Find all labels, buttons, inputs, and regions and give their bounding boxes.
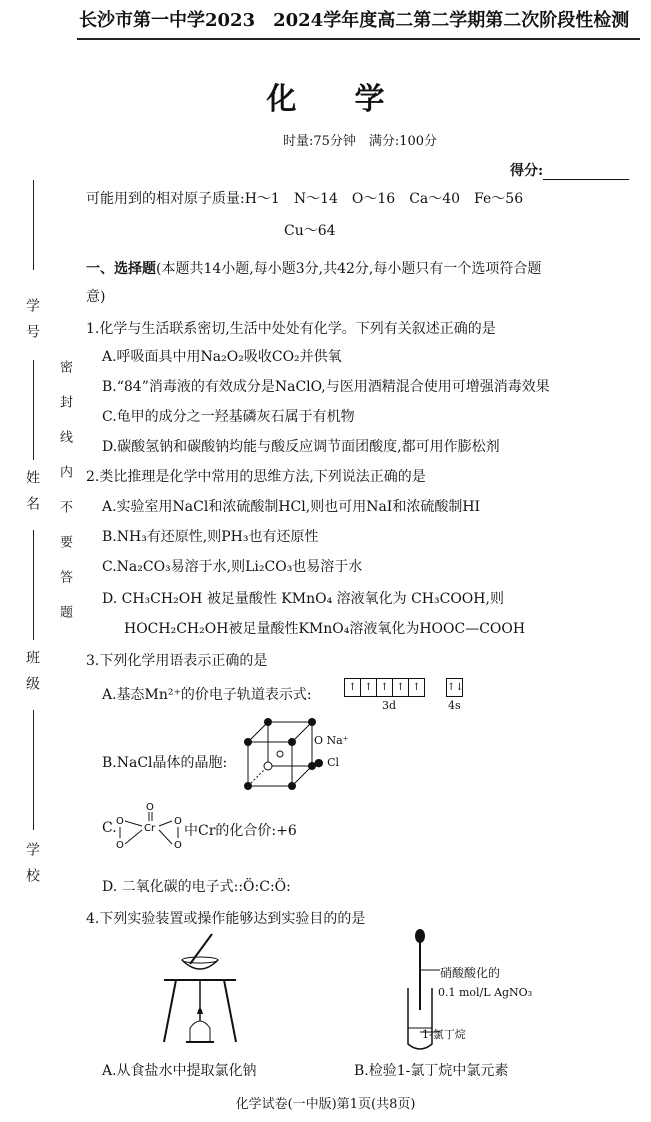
reagent-label-line3: 1-氯丁烷 xyxy=(422,1028,466,1041)
section-heading xyxy=(86,258,541,278)
cl-ion xyxy=(288,782,296,790)
legend-cl: ● Cl xyxy=(314,756,340,769)
sidebar-label-school: 学校 xyxy=(24,842,40,894)
oxygen-atom: O xyxy=(174,840,182,851)
q3-stem: 3.下列化学用语表示正确的是 xyxy=(86,653,268,669)
exam-meta: 时量:75分钟 满分:100分 xyxy=(282,134,438,149)
dish-rim xyxy=(182,957,218,963)
q4-option-b: B.检验1-氯丁烷中氯元素 xyxy=(354,1063,509,1079)
sidebar-label-name: 姓名 xyxy=(24,470,40,522)
section-instructions-cont: 意) xyxy=(86,289,106,305)
cl-ion xyxy=(288,738,296,746)
q3-option-b: B.NaCl晶体的晶胞: xyxy=(102,755,228,771)
q3-option-a: A.基态Mn²⁺的价电子轨道表示式: xyxy=(102,687,312,703)
q1-option-d: D.碳酸氢钠和碳酸钠均能与酸反应调节面团酸度,都可用作膨松剂 xyxy=(102,439,500,455)
dropper-bulb xyxy=(415,929,425,943)
q1-option-c: C.龟甲的成分之一羟基磷灰石属于有机物 xyxy=(102,409,355,425)
score-label: 得分: xyxy=(510,163,544,179)
orbital-diagram-4s xyxy=(446,678,463,697)
co2-electron-formula: :Ö:C:Ö: xyxy=(238,879,291,895)
reagent-label-line1: 硝酸酸化的 xyxy=(440,966,501,980)
q1-option-b: B.“84”消毒液的有效成分是NaClO,与医用酒精混合使用可增强消毒效果 xyxy=(102,379,550,395)
page-title: 化学 xyxy=(266,82,443,117)
evaporating-dish xyxy=(182,960,218,969)
q2-option-c: C.Na₂CO₃易溶于水,则Li₂CO₃也易溶于水 xyxy=(102,559,363,575)
orbital-cell: ↑ xyxy=(408,678,425,697)
bond xyxy=(159,830,172,844)
page-footer: 化学试卷(一中版)第1页(共8页) xyxy=(235,1097,416,1112)
oxygen-atom: O xyxy=(174,816,182,827)
q4-stem: 4.下列实验装置或操作能够达到实验目的的是 xyxy=(86,911,366,927)
cl-ion xyxy=(308,718,316,726)
na-ion xyxy=(264,762,272,770)
oxygen-atom: O xyxy=(146,802,154,813)
glass-rod xyxy=(190,934,212,964)
alcohol-lamp xyxy=(190,1021,210,1042)
seal-notice: 密封线内不要答题 xyxy=(57,360,72,640)
sidebar-rule xyxy=(33,180,34,270)
orbital-label-4s: 4s xyxy=(448,699,461,712)
q1-option-a: A.呼吸面具中用Na₂O₂吸收CO₂并供氧 xyxy=(102,349,342,365)
q3-option-c-text: 中Cr的化合价:+6 xyxy=(184,823,297,839)
cr-atom: Cr xyxy=(144,823,156,834)
sidebar-rule xyxy=(33,530,34,640)
legend-na: O Na⁺ xyxy=(314,734,349,747)
cl-ion xyxy=(244,782,252,790)
nacl-unit-cell-diagram xyxy=(240,716,320,792)
score-blank[interactable] xyxy=(543,165,629,180)
orbital-label-3d: 3d xyxy=(382,699,397,712)
q3-option-d xyxy=(102,876,291,896)
cell-edge xyxy=(292,722,312,742)
score-field[interactable] xyxy=(510,160,629,180)
atomic-masses-line2: Cu～64 xyxy=(284,223,336,239)
cl-ion xyxy=(264,718,272,726)
tripod-leg xyxy=(224,980,236,1042)
atomic-masses-line1: 可能用到的相对原子质量:H～1 N～14 O～16 Ca～40 Fe～56 xyxy=(86,191,524,207)
q2-option-d-line1: D. CH₃CH₂OH 被足量酸性 KMnO₄ 溶液氧化为 CH₃COOH,则 xyxy=(102,591,504,607)
sidebar-rule xyxy=(33,360,34,460)
reagent-label-line2: 0.1 mol/L AgNO₃ xyxy=(438,986,533,999)
oxygen-atom: O xyxy=(116,840,124,851)
section-title: 一、选择题 xyxy=(86,261,156,277)
evaporation-apparatus-diagram xyxy=(150,930,260,1052)
section-instructions: (本题共14小题,每小题3分,共42分,每小题只有一个选项符合题 xyxy=(156,261,542,277)
cell-edge xyxy=(248,722,268,742)
bond xyxy=(125,821,142,826)
sidebar-label-student-id: 学号 xyxy=(24,298,40,350)
orbital-cell: ↑ xyxy=(360,678,376,697)
orbital-diagram-3d xyxy=(344,678,425,697)
sidebar-label-class: 班级 xyxy=(24,650,40,702)
q3-option-d-label: D. 二氧化碳的电子式: xyxy=(102,879,239,895)
bond xyxy=(125,830,142,844)
flame xyxy=(197,1008,203,1014)
orbital-cell: ↑ xyxy=(344,678,360,697)
q2-option-d-line2: HOCH₂CH₂OH被足量酸性KMnO₄溶液氧化为HOOC—COOH xyxy=(124,621,526,637)
q2-option-a: A.实验室用NaCl和浓硫酸制HCl,则也可用NaI和浓硫酸制HI xyxy=(102,499,481,515)
orbital-cell: ↑↓ xyxy=(446,678,463,697)
tripod-leg xyxy=(164,980,176,1042)
header-rule xyxy=(77,38,640,40)
cr-peroxide-structure xyxy=(112,800,188,852)
q2-stem: 2.类比推理是化学中常用的思维方法,下列说法正确的是 xyxy=(86,469,426,485)
oxygen-atom: O xyxy=(116,816,124,827)
exam-header: 长沙市第一中学2023 2024学年度高二第二学期第二次阶段性检测 xyxy=(79,10,630,31)
na-ion xyxy=(277,751,283,757)
q1-stem: 1.化学与生活联系密切,生活中处处有化学。下列有关叙述正确的是 xyxy=(86,321,496,337)
bond xyxy=(159,821,172,826)
orbital-cell: ↑ xyxy=(376,678,392,697)
q3-option-c-prefix: C. xyxy=(102,820,117,836)
sidebar-rule xyxy=(33,710,34,830)
cl-ion xyxy=(244,738,252,746)
q2-option-b: B.NH₃有还原性,则PH₃也有还原性 xyxy=(102,529,319,545)
cell-edge xyxy=(292,766,312,786)
orbital-cell: ↑ xyxy=(392,678,408,697)
q4-option-a: A.从食盐水中提取氯化钠 xyxy=(102,1063,257,1079)
